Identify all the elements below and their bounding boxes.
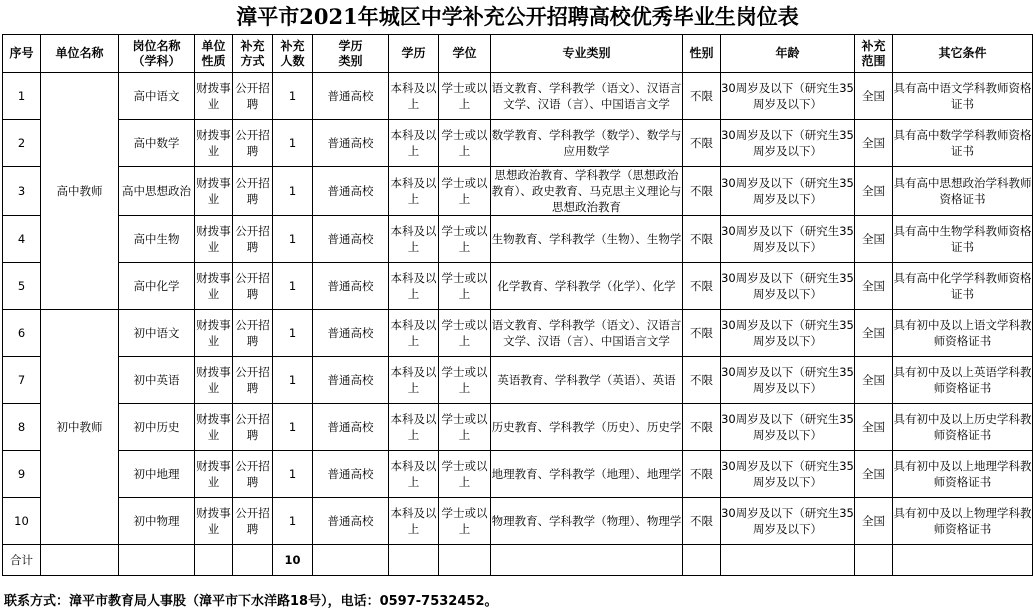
education-type: 普通高校 [313, 73, 389, 120]
fill-method: 公开招聘 [233, 120, 273, 167]
degree: 学士或以上 [439, 404, 491, 451]
fill-count: 1 [273, 451, 313, 498]
table-cell [233, 545, 273, 576]
fill-scope: 全国 [855, 498, 893, 545]
fill-method: 公开招聘 [233, 216, 273, 263]
fill-method: 公开招聘 [233, 263, 273, 310]
education-level: 本科及以上 [389, 451, 439, 498]
col-header: 专业类别 [491, 35, 683, 73]
education-level: 本科及以上 [389, 357, 439, 404]
col-header: 单位名称 [41, 35, 119, 73]
col-header: 补充 人数 [273, 35, 313, 73]
unit-name: 初中教师 [41, 310, 119, 545]
fill-scope: 全国 [855, 216, 893, 263]
education-type: 普通高校 [313, 120, 389, 167]
table-row [3, 310, 1033, 357]
col-header: 学历 [389, 35, 439, 73]
row-number: 6 [3, 310, 41, 357]
other-conditions: 具有高中生物学科教师资格证书 [893, 216, 1033, 263]
age-requirement: 30周岁及以下（研究生35周岁及以下） [721, 216, 855, 263]
table-cell [389, 545, 439, 576]
major-category: 历史教育、学科教学（历史）、历史学 [491, 404, 683, 451]
table-row [3, 498, 1033, 545]
post-name: 高中语文 [119, 73, 195, 120]
table-cell [683, 545, 721, 576]
education-type: 普通高校 [313, 216, 389, 263]
col-header: 序号 [3, 35, 41, 73]
post-name: 初中地理 [119, 451, 195, 498]
col-header: 补充 范围 [855, 35, 893, 73]
education-level: 本科及以上 [389, 73, 439, 120]
gender: 不限 [683, 167, 721, 216]
row-number: 4 [3, 216, 41, 263]
fill-method: 公开招聘 [233, 498, 273, 545]
other-conditions: 具有高中数学学科教师资格证书 [893, 120, 1033, 167]
col-header: 单位 性质 [195, 35, 233, 73]
unit-nature: 财拨事业 [195, 73, 233, 120]
gender: 不限 [683, 73, 721, 120]
gender: 不限 [683, 263, 721, 310]
gender: 不限 [683, 310, 721, 357]
education-type: 普通高校 [313, 451, 389, 498]
table-row [3, 263, 1033, 310]
degree: 学士或以上 [439, 263, 491, 310]
major-category: 地理教育、学科教学（地理）、地理学 [491, 451, 683, 498]
age-requirement: 30周岁及以下（研究生35周岁及以下） [721, 73, 855, 120]
row-number: 7 [3, 357, 41, 404]
fill-method: 公开招聘 [233, 357, 273, 404]
row-number: 8 [3, 404, 41, 451]
row-number: 9 [3, 451, 41, 498]
other-conditions: 具有高中思想政治学科教师资格证书 [893, 167, 1033, 216]
post-name: 高中生物 [119, 216, 195, 263]
age-requirement: 30周岁及以下（研究生35周岁及以下） [721, 310, 855, 357]
post-name: 高中化学 [119, 263, 195, 310]
fill-method: 公开招聘 [233, 451, 273, 498]
table-row [3, 451, 1033, 498]
major-category: 物理教育、学科教学（物理）、物理学 [491, 498, 683, 545]
post-name: 初中物理 [119, 498, 195, 545]
unit-nature: 财拨事业 [195, 263, 233, 310]
degree: 学士或以上 [439, 310, 491, 357]
unit-nature: 财拨事业 [195, 404, 233, 451]
fill-method: 公开招聘 [233, 167, 273, 216]
fill-scope: 全国 [855, 167, 893, 216]
major-category: 思想政治教育、学科教学（思想政治教育）、政史教育、马克思主义理论与思想政治教育 [491, 168, 682, 214]
col-header: 学位 [439, 35, 491, 73]
education-type: 普通高校 [313, 404, 389, 451]
gender: 不限 [683, 216, 721, 263]
row-number: 2 [3, 120, 41, 167]
major-category: 语文教育、学科教学（语文）、汉语言文学、汉语（言）、中国语言文学 [491, 310, 683, 357]
other-conditions: 具有初中及以上地理学科教师资格证书 [893, 451, 1033, 498]
major-category: 化学教育、学科教学（化学）、化学 [491, 263, 683, 310]
fill-count: 1 [273, 167, 313, 216]
unit-nature: 财拨事业 [195, 167, 233, 216]
fill-count: 1 [273, 216, 313, 263]
major-category: 英语教育、学科教学（英语）、英语 [491, 357, 683, 404]
fill-method: 公开招聘 [233, 73, 273, 120]
table-cell [41, 545, 119, 576]
unit-nature: 财拨事业 [195, 357, 233, 404]
fill-count: 1 [273, 263, 313, 310]
other-conditions: 具有高中语文学科教师资格证书 [893, 73, 1033, 120]
header-row [3, 35, 1033, 73]
degree: 学士或以上 [439, 167, 491, 216]
fill-method: 公开招聘 [233, 310, 273, 357]
age-requirement: 30周岁及以下（研究生35周岁及以下） [721, 120, 855, 167]
col-header: 学历 类别 [313, 35, 389, 73]
other-conditions: 具有初中及以上语文学科教师资格证书 [893, 310, 1033, 357]
education-level: 本科及以上 [389, 498, 439, 545]
fill-scope: 全国 [855, 310, 893, 357]
age-requirement: 30周岁及以下（研究生35周岁及以下） [721, 357, 855, 404]
fill-count: 1 [273, 73, 313, 120]
fill-scope: 全国 [855, 451, 893, 498]
fill-count: 1 [273, 357, 313, 404]
degree: 学士或以上 [439, 216, 491, 263]
total-label: 合计 [3, 545, 41, 576]
table-cell [313, 545, 389, 576]
degree: 学士或以上 [439, 73, 491, 120]
total-row [3, 545, 1033, 576]
education-level: 本科及以上 [389, 404, 439, 451]
table-cell [491, 545, 683, 576]
gender: 不限 [683, 404, 721, 451]
fill-count: 1 [273, 404, 313, 451]
fill-scope: 全国 [855, 404, 893, 451]
unit-nature: 财拨事业 [195, 310, 233, 357]
table-cell [195, 545, 233, 576]
age-requirement: 30周岁及以下（研究生35周岁及以下） [721, 451, 855, 498]
col-header: 年龄 [721, 35, 855, 73]
table-cell [855, 545, 893, 576]
table-body [3, 73, 1033, 545]
gender: 不限 [683, 498, 721, 545]
table-cell [721, 545, 855, 576]
fill-method: 公开招聘 [233, 404, 273, 451]
table-row [3, 120, 1033, 167]
other-conditions: 具有初中及以上英语学科教师资格证书 [893, 357, 1033, 404]
fill-scope: 全国 [855, 120, 893, 167]
education-level: 本科及以上 [389, 310, 439, 357]
other-conditions: 具有初中及以上历史学科教师资格证书 [893, 404, 1033, 451]
fill-scope: 全国 [855, 357, 893, 404]
age-requirement: 30周岁及以下（研究生35周岁及以下） [721, 263, 855, 310]
unit-nature: 财拨事业 [195, 216, 233, 263]
post-name: 高中思想政治 [119, 167, 195, 216]
age-requirement: 30周岁及以下（研究生35周岁及以下） [721, 167, 855, 216]
table-cell [893, 545, 1033, 576]
age-requirement: 30周岁及以下（研究生35周岁及以下） [721, 404, 855, 451]
row-number: 1 [3, 73, 41, 120]
post-name: 初中历史 [119, 404, 195, 451]
table-row [3, 357, 1033, 404]
post-name: 初中英语 [119, 357, 195, 404]
unit-nature: 财拨事业 [195, 451, 233, 498]
row-number: 3 [3, 167, 41, 216]
major-category: 语文教育、学科教学（语文）、汉语言文学、汉语（言）、中国语言文学 [491, 73, 683, 120]
table-cell [119, 545, 195, 576]
fill-count: 1 [273, 498, 313, 545]
fill-count: 1 [273, 120, 313, 167]
col-header: 补充 方式 [233, 35, 273, 73]
post-name: 高中数学 [119, 120, 195, 167]
col-header: 性别 [683, 35, 721, 73]
fill-scope: 全国 [855, 263, 893, 310]
fill-scope: 全国 [855, 73, 893, 120]
degree: 学士或以上 [439, 357, 491, 404]
fill-count: 1 [273, 310, 313, 357]
unit-nature: 财拨事业 [195, 120, 233, 167]
row-number: 10 [3, 498, 41, 545]
gender: 不限 [683, 120, 721, 167]
page-title: 漳平市2021年城区中学补充公开招聘高校优秀毕业生岗位表 [236, 4, 799, 29]
education-type: 普通高校 [313, 263, 389, 310]
age-requirement: 30周岁及以下（研究生35周岁及以下） [721, 498, 855, 545]
major-category: 生物教育、学科教学（生物）、生物学 [491, 216, 683, 263]
gender: 不限 [683, 451, 721, 498]
education-level: 本科及以上 [389, 263, 439, 310]
degree: 学士或以上 [439, 451, 491, 498]
education-type: 普通高校 [313, 167, 389, 216]
table-row [3, 404, 1033, 451]
post-name: 初中语文 [119, 310, 195, 357]
unit-name: 高中教师 [41, 73, 119, 310]
table-row [3, 73, 1033, 120]
degree: 学士或以上 [439, 120, 491, 167]
major-category: 数学教育、学科教学（数学）、数学与应用数学 [491, 120, 683, 167]
total-value: 10 [273, 545, 313, 576]
row-number: 5 [3, 263, 41, 310]
degree: 学士或以上 [439, 498, 491, 545]
col-header: 岗位名称 （学科） [119, 35, 195, 73]
col-header: 其它条件 [893, 35, 1033, 73]
table-cell [439, 545, 491, 576]
education-type: 普通高校 [313, 357, 389, 404]
other-conditions: 具有初中及以上物理学科教师资格证书 [893, 498, 1033, 545]
education-type: 普通高校 [313, 498, 389, 545]
other-conditions: 具有高中化学学科教师资格证书 [893, 263, 1033, 310]
table-row [3, 216, 1033, 263]
education-level: 本科及以上 [389, 120, 439, 167]
gender: 不限 [683, 357, 721, 404]
education-level: 本科及以上 [389, 167, 439, 216]
education-level: 本科及以上 [389, 216, 439, 263]
contact-info: 联系方式：漳平市教育局人事股（漳平市下水洋路18号），电话：0597-7532452。 [4, 594, 498, 609]
unit-nature: 财拨事业 [195, 498, 233, 545]
education-type: 普通高校 [313, 310, 389, 357]
recruitment-table [2, 34, 1033, 576]
table-row [3, 167, 1033, 216]
